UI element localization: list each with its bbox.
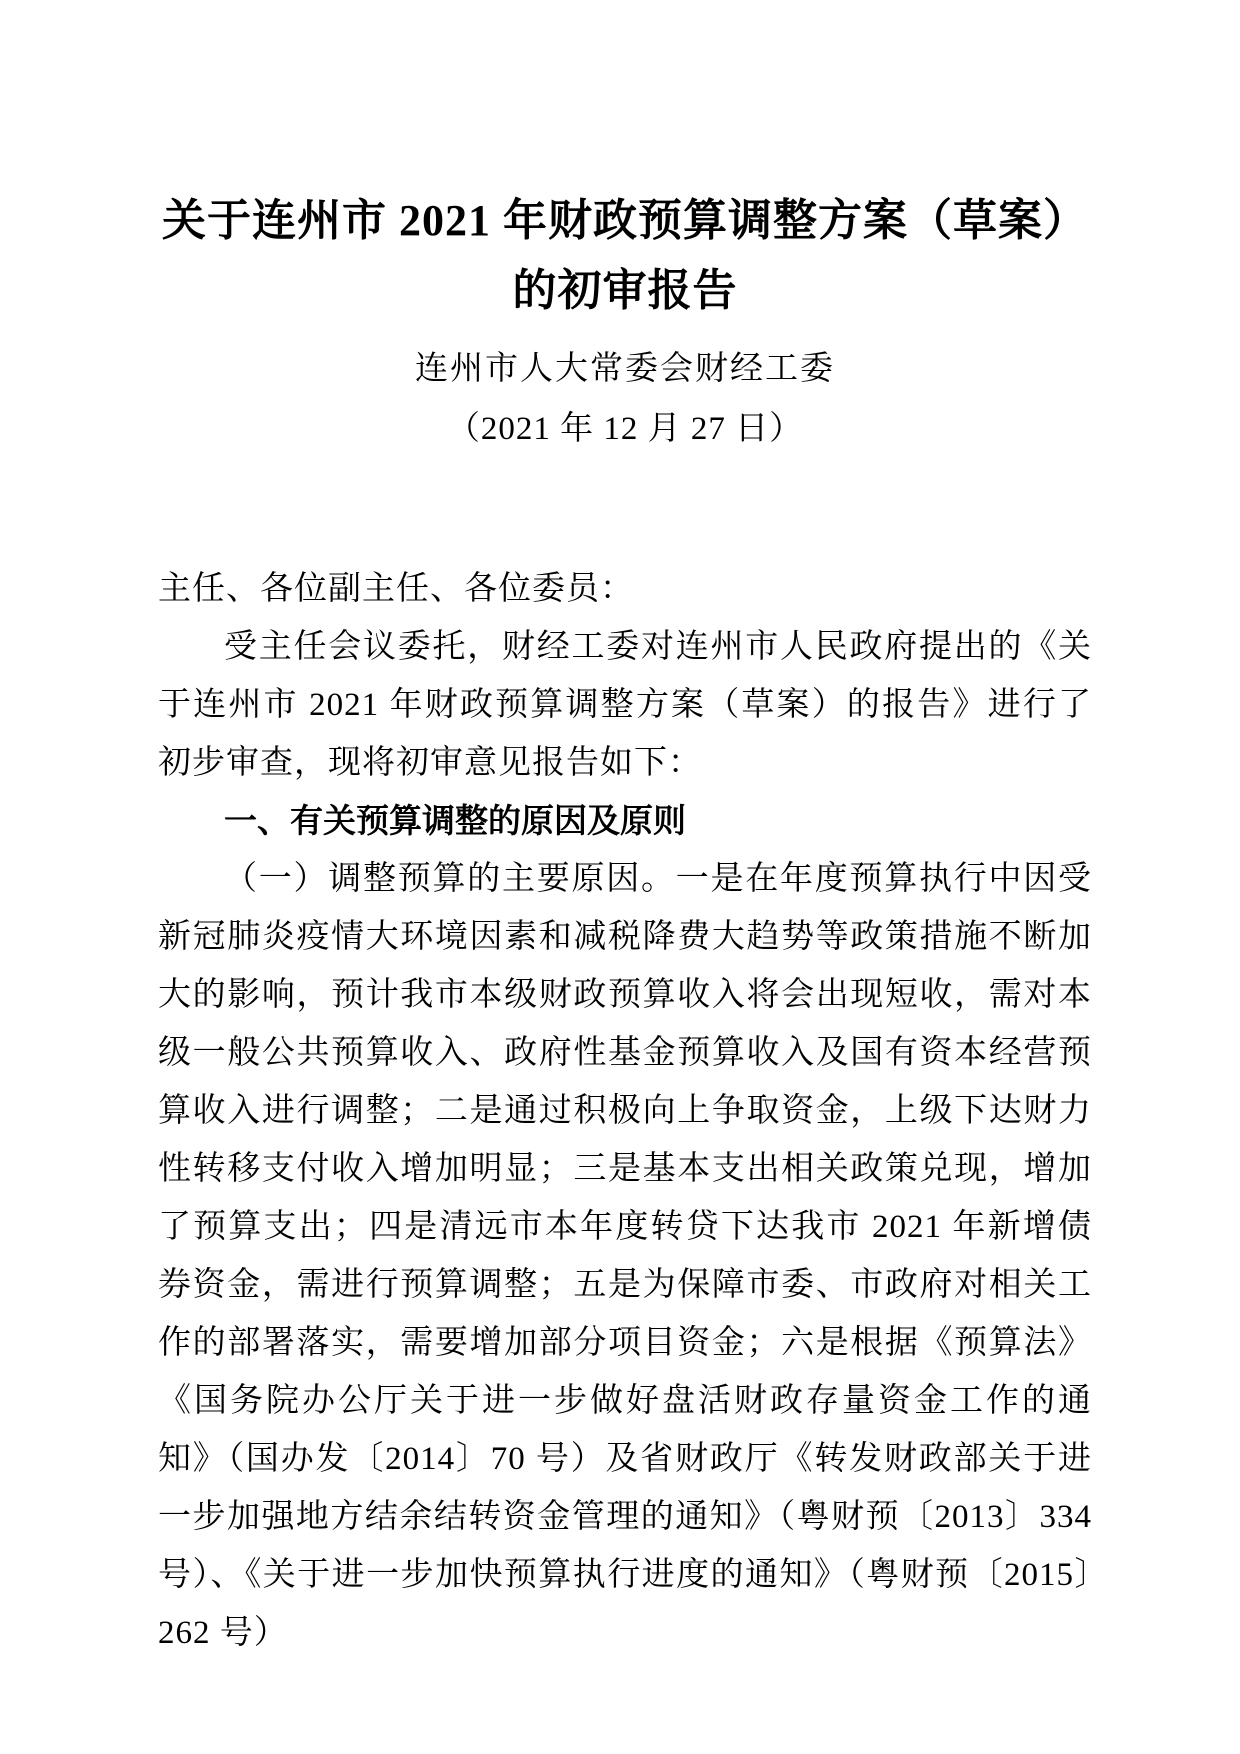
document-author: 连州市人大常委会财经工委 xyxy=(415,351,835,387)
section1-paragraph1: （一）调整预算的主要原因。一是在年度预算执行中因受新冠肺炎疫情大环境因素和减税降费大趋势等政策措施不断加大的影响，预计我市本级财政预算收入将会出现短收，需对本级一般公共预算收入、政府性基金预算收入及国有资本经营预算收入进行调整；二是通过积极向上争取资金，上级下达财力性转移支付收入增加明显；三是基本支出相关政策兑现，增加了预算支出；四是清远市本年度转贷下达我市 2021 年新增债券资金，需进行预算调整；五是为保障市委、市政府对相关工作的部署落实，需要增加部分项目资金；六是根据《预算法》《国务院办公厅关于进一步做好盘活财政存量资金工作的通知》（国办发〔2014〕70 号）及省财政厅《转发财政部关于进一步加强地方结余结转资金管理的通知》（粤财预〔2013〕334 号）、《关于进一步加快预算执行进度的通知》（粤财预〔2015〕262 号） xyxy=(158,861,1092,1651)
intro-paragraph: 受主任会议委托，财经工委对连州市人民政府提出的《关于连州市 2021 年财政预算调整方案（草案）的报告》进行了初步审查，现将初审意见报告如下： xyxy=(158,629,1092,781)
salutation: 主任、各位副主任、各位委员： xyxy=(158,571,634,607)
document-date: （2021 年 12 月 27 日） xyxy=(446,411,804,447)
document-body xyxy=(158,560,1092,1662)
document-title-line2: 的初审报告 xyxy=(512,266,738,315)
document-title-line1: 关于连州市 2021 年财政预算调整方案（草案） xyxy=(162,196,1088,245)
document-content xyxy=(158,186,1092,1662)
document-title xyxy=(158,186,1092,326)
section1-heading: 一、有关预算调整的原因及原则 xyxy=(224,802,686,839)
